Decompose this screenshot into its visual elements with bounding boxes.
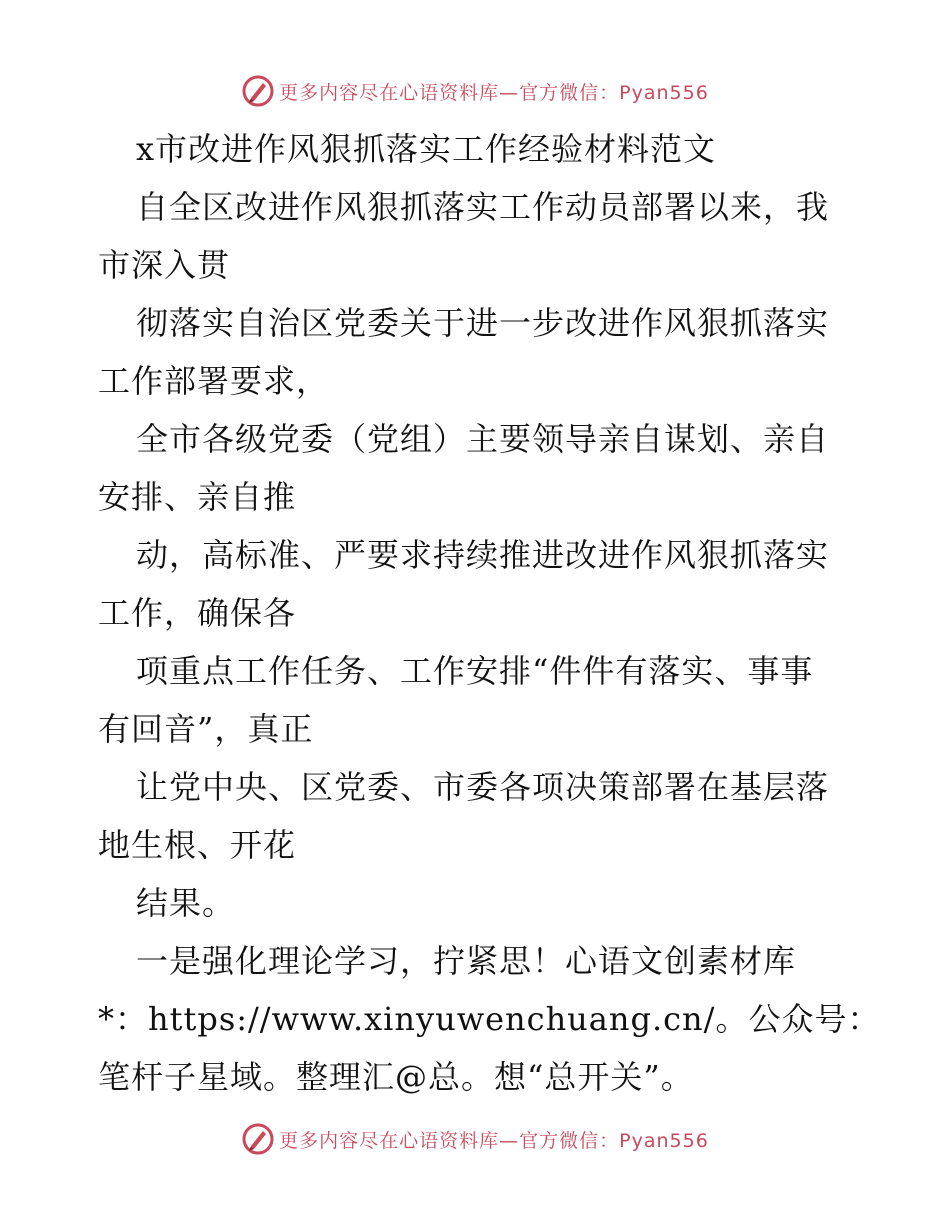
text-line: 工作部署要求， bbox=[98, 362, 330, 400]
pen-logo-icon bbox=[241, 74, 275, 108]
text-line: 全市各级党委（党组）主要领导亲自谋划、亲自 bbox=[136, 420, 830, 458]
text-line: 地生根、开花 bbox=[98, 826, 297, 864]
text-line: 有回音”，真正 bbox=[98, 710, 314, 748]
text-line: 工作，确保各 bbox=[98, 594, 297, 632]
footer-banner-text: 更多内容尽在心语资料库—官方微信：Pyan556 bbox=[279, 1129, 709, 1152]
pen-logo-icon bbox=[241, 1122, 275, 1156]
text-line: *：https://www.xinyuwenchuang.cn/。公众号： bbox=[98, 1000, 881, 1038]
text-line: 一是强化理论学习，拧紧思！心语文创素材库 bbox=[136, 942, 797, 980]
footer-banner bbox=[0, 1116, 950, 1162]
text-line: 彻落实自治区党委关于进一步改进作风狠抓落实 bbox=[136, 304, 830, 342]
document-title: x市改进作风狠抓落实工作经验材料范文 bbox=[136, 130, 717, 168]
text-line: 自全区改进作风狠抓落实工作动员部署以来，我 bbox=[136, 188, 830, 226]
document-body bbox=[98, 120, 881, 1106]
text-line: 市深入贯 bbox=[98, 246, 231, 284]
text-line: 笔杆子星域。整理汇@总。想“总开关”。 bbox=[98, 1058, 694, 1096]
text-line: 安排、亲自推 bbox=[98, 478, 297, 516]
text-line: 让党中央、区党委、市委各项决策部署在基层落 bbox=[136, 768, 830, 806]
text-line: 动，高标准、严要求持续推进改进作风狠抓落实 bbox=[136, 536, 830, 574]
header-banner bbox=[0, 68, 950, 114]
text-line: 结果。 bbox=[136, 884, 236, 922]
header-banner-text: 更多内容尽在心语资料库—官方微信：Pyan556 bbox=[279, 81, 709, 104]
text-line: 项重点工作任务、工作安排“件件有落实、事事 bbox=[136, 652, 814, 690]
